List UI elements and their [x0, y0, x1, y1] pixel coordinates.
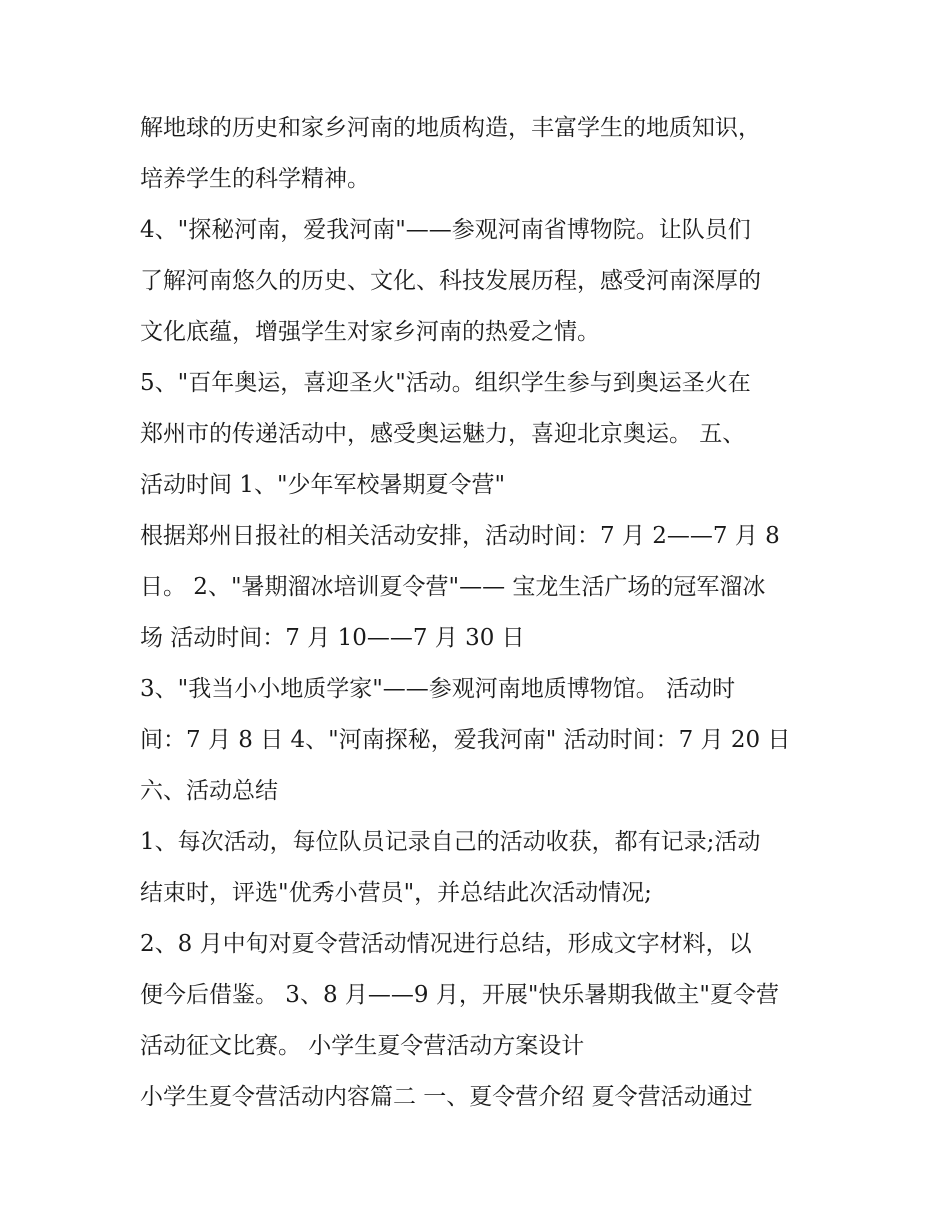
text-line: 场 活动时间：7 月 10——7 月 30 日 [140, 625, 525, 651]
text-line: 便今后借鉴。 3、8 月——9 月，开展"快乐暑期我做主"夏令营 [140, 982, 779, 1008]
text-line: 间：7 月 8 日 4、"河南探秘，爱我河南" 活动时间：7 月 20 日 [140, 727, 791, 753]
text-line: 1、每次活动，每位队员记录自己的活动收获，都有记录;活动 [140, 829, 761, 855]
text-line: 郑州市的传递活动中，感受奥运魅力，喜迎北京奥运。 五、 [140, 421, 746, 447]
text-line: 2、8 月中旬对夏令营活动情况进行总结，形成文字材料，以 [140, 931, 752, 957]
text-line: 日。 2、"暑期溜冰培训夏令营"—— 宝龙生活广场的冠军溜冰 [140, 574, 766, 600]
text-line: 文化底蕴，增强学生对家乡河南的热爱之情。 [140, 319, 600, 345]
text-line: 5、"百年奥运，喜迎圣火"活动。组织学生参与到奥运圣火在 [140, 370, 751, 396]
text-line: 根据郑州日报社的相关活动安排，活动时间：7 月 2——7 月 8 [140, 523, 780, 549]
text-line: 培养学生的科学精神。 [140, 166, 370, 192]
text-line: 4、"探秘河南，爱我河南"——参观河南省博物院。让队员们 [140, 217, 751, 243]
text-line: 了解河南悠久的历史、文化、科技发展历程，感受河南深厚的 [140, 268, 761, 294]
text-line: 结束时，评选"优秀小营员"，并总结此次活动情况; [140, 880, 652, 906]
document-body [140, 103, 830, 1123]
text-line: 活动时间 1、"少年军校暑期夏令营" [140, 472, 506, 498]
text-line: 解地球的历史和家乡河南的地质构造，丰富学生的地质知识， [140, 115, 761, 141]
text-line: 小学生夏令营活动内容篇二 一、夏令营介绍 夏令营活动通过 [140, 1084, 753, 1110]
text-line: 3、"我当小小地质学家"——参观河南地质博物馆。 活动时 [140, 676, 736, 702]
section-heading: 六、活动总结 [140, 778, 278, 804]
text-line: 活动征文比赛。 小学生夏令营活动方案设计 [140, 1033, 585, 1059]
